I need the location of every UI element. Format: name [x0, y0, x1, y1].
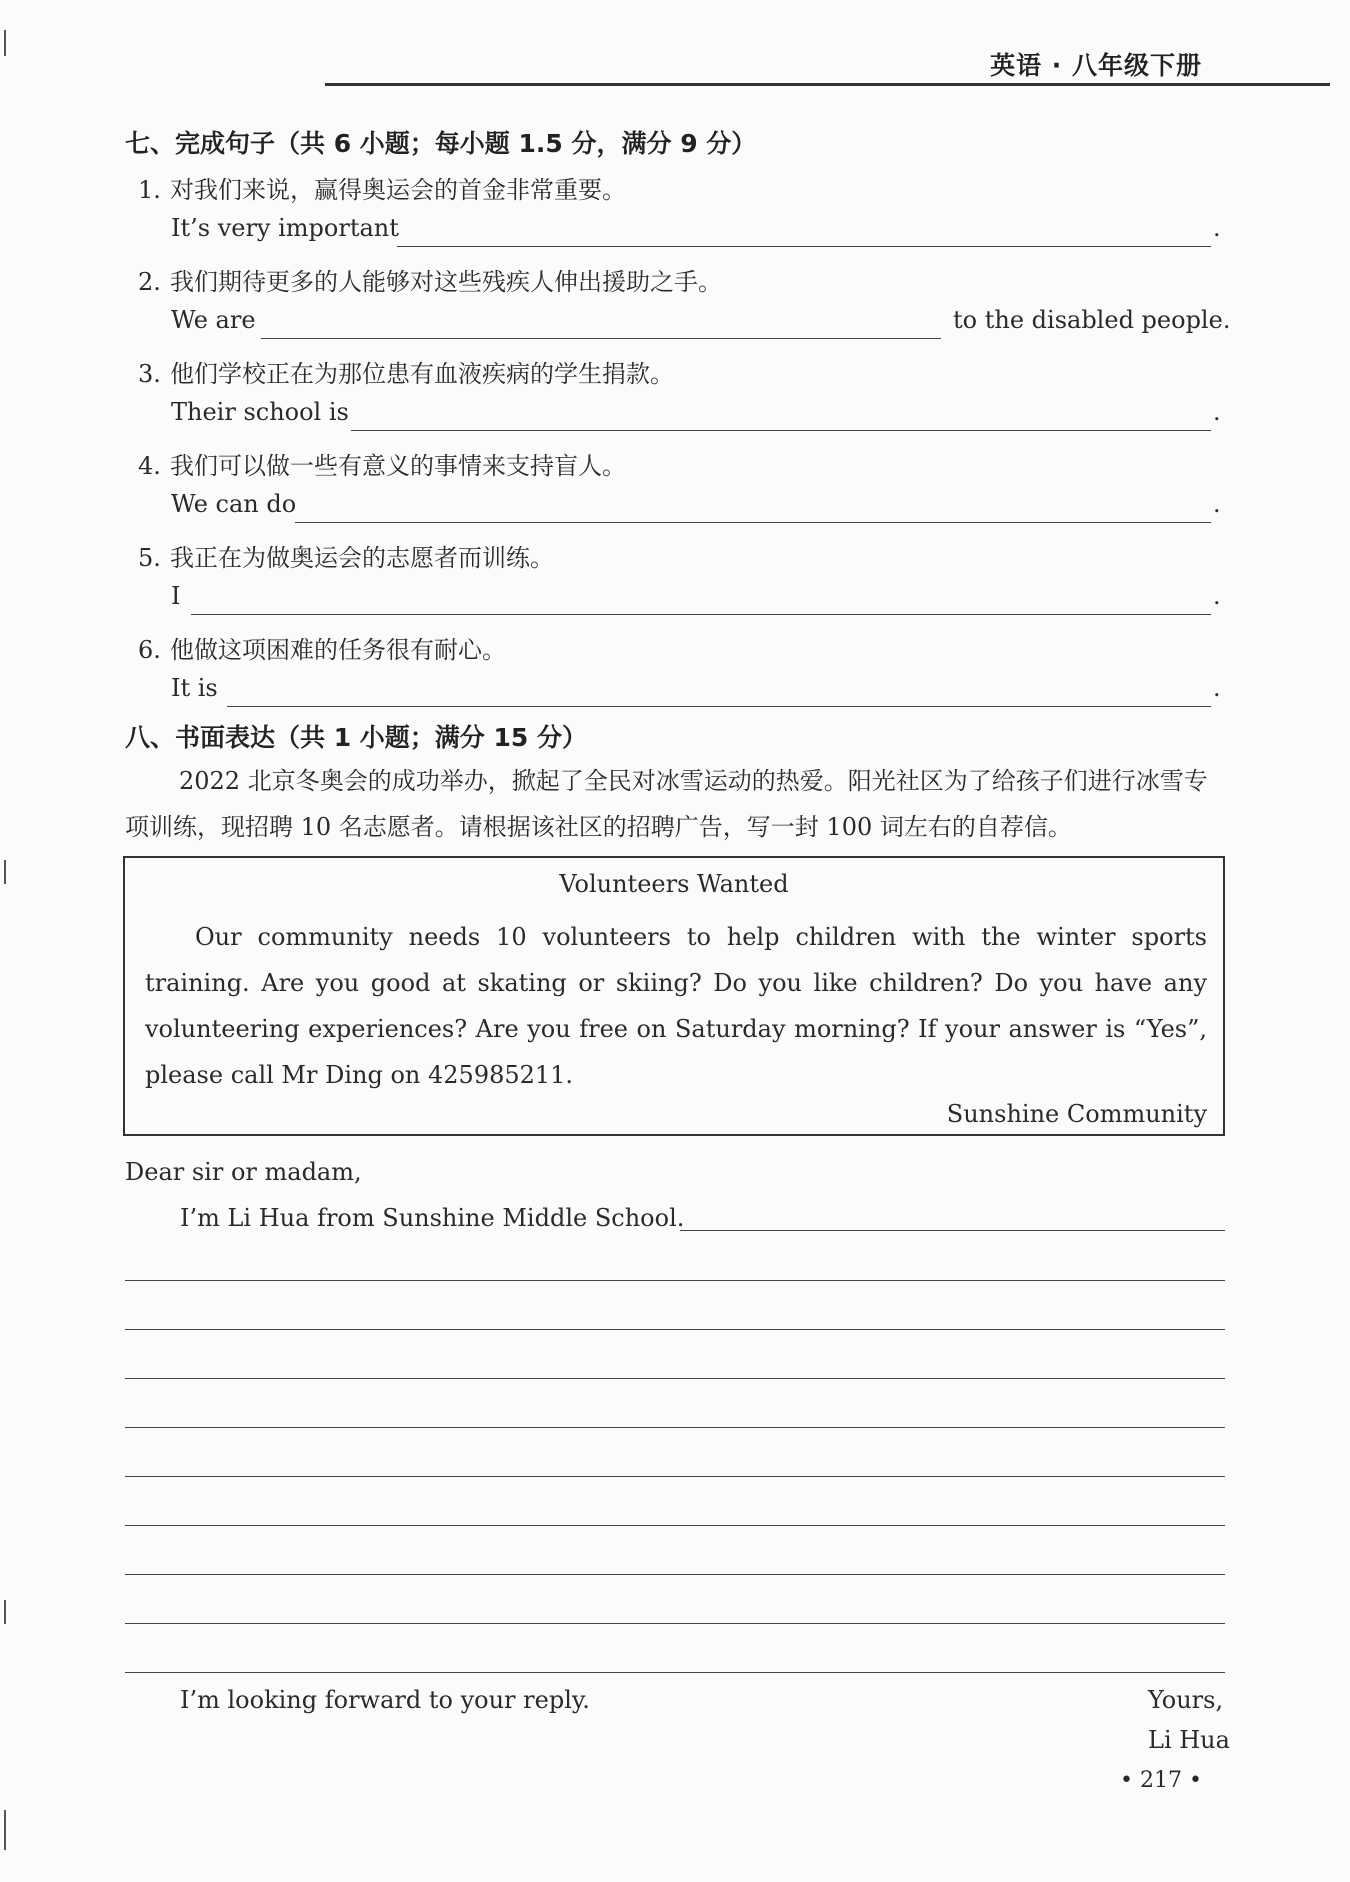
question-number: 3.	[138, 360, 161, 388]
letter-salutation: Dear sir or madam,	[125, 1158, 362, 1186]
writing-line[interactable]	[125, 1525, 1225, 1526]
answer-blank[interactable]	[351, 430, 1211, 431]
letter-closing: I’m looking forward to your reply.	[180, 1686, 590, 1714]
writing-line[interactable]	[125, 1672, 1225, 1673]
question-chinese: 他们学校正在为那位患有血液疾病的学生捐款。	[170, 360, 674, 388]
question-2-prompt	[138, 262, 722, 297]
letter-valediction: Yours,	[1148, 1686, 1224, 1714]
writing-line[interactable]	[125, 1476, 1225, 1477]
question-6-prompt	[138, 630, 506, 665]
question-3-prompt	[138, 354, 674, 389]
writing-line[interactable]	[125, 1280, 1225, 1281]
advertisement-text: Our community needs 10 volunteers to help children with the winter sports training. Are you good at skating or skiing? Do you like children? Do you have any volunteering experiences? Are you free on Saturday morning? If your answer is “Yes”, please call Mr Ding on 425985211.	[145, 923, 1207, 1089]
letter-signature: Li Hua	[1148, 1726, 1230, 1754]
question-5-prompt	[138, 538, 554, 573]
answer-lead: I	[171, 582, 181, 610]
advertisement-signature: Sunshine Community	[946, 1100, 1207, 1128]
writing-line[interactable]	[125, 1378, 1225, 1379]
question-chinese: 他做这项困难的任务很有耐心。	[170, 636, 506, 664]
question-6-answer	[171, 674, 1219, 708]
answer-trail: to the disabled people.	[953, 306, 1231, 334]
question-5-answer	[171, 582, 1219, 616]
question-4-prompt	[138, 446, 626, 481]
writing-line[interactable]	[125, 1623, 1225, 1624]
question-number: 5.	[138, 544, 161, 572]
answer-blank[interactable]	[397, 246, 1211, 247]
question-chinese: 我们期待更多的人能够对这些残疾人伸出援助之手。	[170, 268, 722, 296]
question-number: 1.	[138, 176, 161, 204]
question-1-prompt	[138, 170, 626, 205]
question-number: 6.	[138, 636, 161, 664]
answer-blank[interactable]	[261, 338, 941, 339]
question-chinese: 我们可以做一些有意义的事情来支持盲人。	[170, 452, 626, 480]
advertisement-box	[123, 856, 1225, 1136]
writing-prompt-text: 2022 北京冬奥会的成功举办，掀起了全民对冰雪运动的热爱。阳光社区为了给孩子们进行冰雪专项训练，现招聘 10 名志愿者。请根据该社区的招聘广告，写一封 100 词左右的自荐信。	[125, 767, 1208, 841]
writing-prompt	[125, 758, 1225, 850]
question-4-answer	[171, 490, 1219, 524]
section-8-title: 八、书面表达（共 1 小题；满分 15 分）	[125, 723, 588, 752]
question-1-answer	[171, 214, 1219, 248]
answer-blank[interactable]	[191, 614, 1211, 615]
scan-edge-mark	[4, 1810, 6, 1850]
answer-trail: .	[1213, 398, 1221, 426]
question-chinese: 对我们来说，赢得奥运会的首金非常重要。	[170, 176, 626, 204]
scan-edge-mark	[4, 860, 6, 884]
question-number: 2.	[138, 268, 161, 296]
section-7-title: 七、完成句子（共 6 小题；每小题 1.5 分，满分 9 分）	[125, 129, 757, 158]
advertisement-title: Volunteers Wanted	[559, 870, 789, 898]
page-header: 英语 · 八年级下册	[990, 51, 1202, 80]
writing-line[interactable]	[680, 1230, 1225, 1231]
answer-blank[interactable]	[227, 706, 1211, 707]
answer-lead: It is	[171, 674, 218, 702]
question-number: 4.	[138, 452, 161, 480]
answer-trail: .	[1213, 214, 1221, 242]
answer-trail: .	[1213, 674, 1221, 702]
answer-trail: .	[1213, 490, 1221, 518]
answer-lead: We can do	[171, 490, 297, 518]
header-rule	[325, 83, 1330, 86]
scan-edge-mark	[4, 30, 6, 56]
answer-lead: We are	[171, 306, 256, 334]
scan-edge-mark	[4, 1600, 6, 1624]
advertisement-body	[145, 914, 1207, 1098]
answer-lead: It’s very important	[171, 214, 399, 242]
question-chinese: 我正在为做奥运会的志愿者而训练。	[170, 544, 554, 572]
page-number: • 217 •	[1120, 1768, 1202, 1793]
writing-line[interactable]	[125, 1427, 1225, 1428]
answer-lead: Their school is	[171, 398, 349, 426]
question-3-answer	[171, 398, 1219, 432]
writing-line[interactable]	[125, 1574, 1225, 1575]
answer-trail: .	[1213, 582, 1221, 610]
answer-blank[interactable]	[295, 522, 1211, 523]
question-2-answer	[171, 306, 1231, 340]
letter-opening: I’m Li Hua from Sunshine Middle School.	[180, 1204, 685, 1232]
writing-line[interactable]	[125, 1329, 1225, 1330]
